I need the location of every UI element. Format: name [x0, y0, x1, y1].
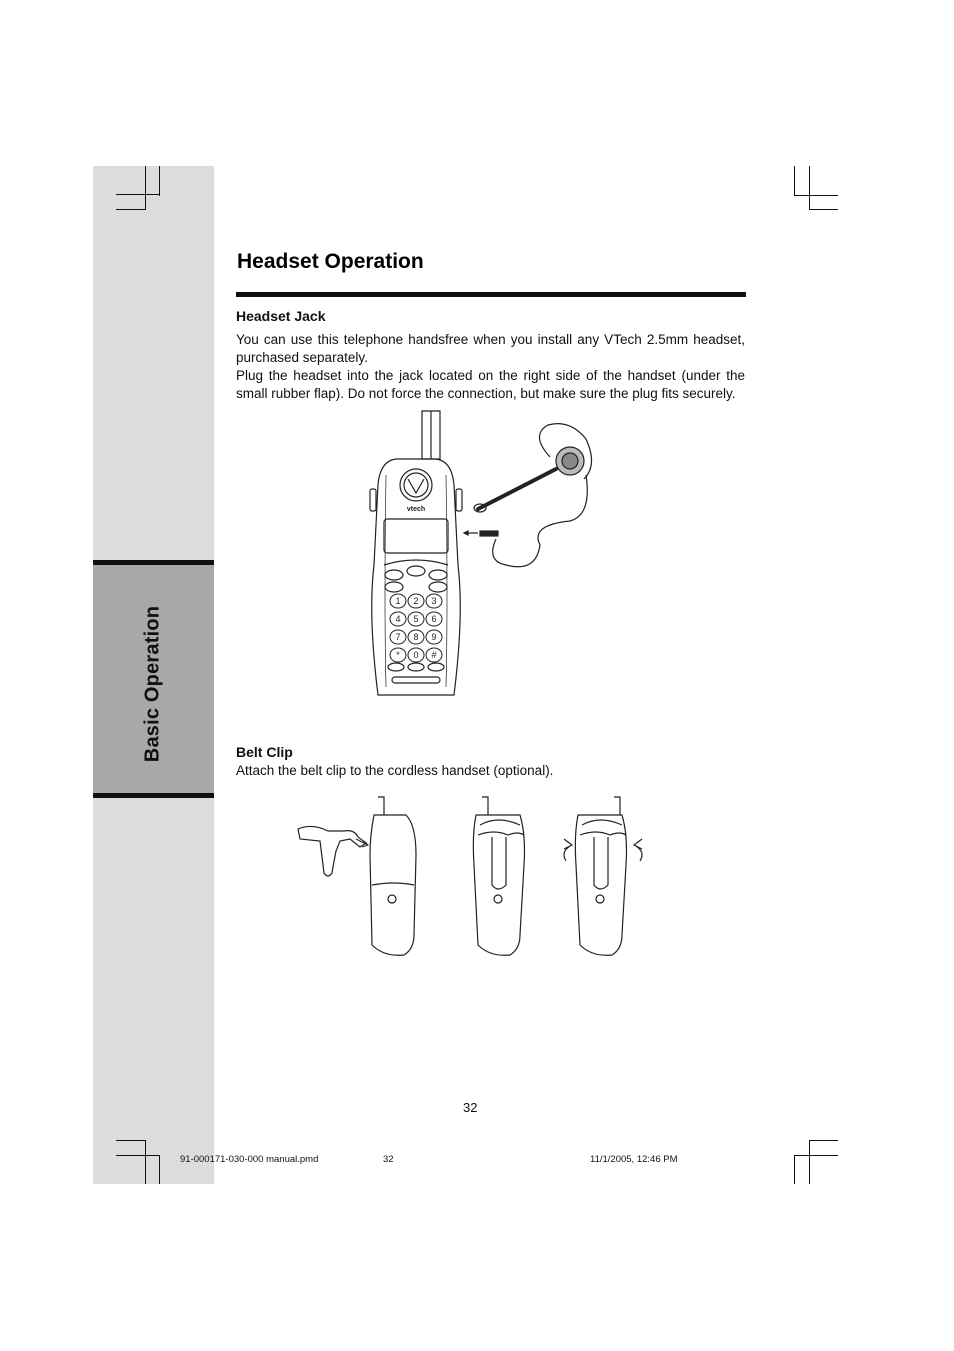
arrow-left-icon — [564, 839, 572, 861]
belt-clip-heading: Belt Clip — [236, 744, 293, 760]
arrow-right-icon — [634, 839, 642, 861]
keypad-key-label: 8 — [413, 632, 419, 642]
vtech-logo-icon — [400, 469, 432, 501]
page-title: Headset Operation — [237, 250, 424, 273]
page-number: 32 — [463, 1100, 478, 1115]
headset-jack-para-2: Plug the headset into the jack located on the right side of the handset (under the small rubber flap). Do not force the connection, but make sure the plug fits securely. — [236, 368, 745, 401]
title-rule — [236, 292, 746, 297]
keypad-key-label: * — [396, 650, 400, 660]
headset-jack-para-1: You can use this telephone handsfree when you install any VTech 2.5mm headset, purchased separately. — [236, 332, 745, 365]
handset-brand: vtech — [406, 506, 426, 513]
headset-cord — [493, 475, 588, 567]
keypad-key-label: 9 — [431, 632, 437, 642]
footer-page: 32 — [383, 1154, 394, 1165]
belt-clip-illustration — [294, 795, 659, 960]
keypad-key-label: 6 — [431, 614, 437, 624]
belt-clip-part — [298, 826, 366, 876]
headset-jack-heading: Headset Jack — [236, 308, 326, 324]
keypad-key-label: # — [431, 650, 437, 660]
handset-headset-illustration — [360, 405, 620, 700]
footer-file: 91-000171-030-000 manual.pmd — [180, 1154, 319, 1165]
belt-clip-step-3 — [564, 797, 642, 955]
keypad-key-label: 7 — [395, 632, 401, 642]
footer-datetime: 11/1/2005, 12:46 PM — [590, 1154, 678, 1165]
keypad-key-label: 3 — [431, 596, 437, 606]
headset-jack-text — [236, 331, 745, 403]
keypad-key-label: 2 — [413, 596, 419, 606]
belt-clip-text: Attach the belt clip to the cordless handset (optional). — [236, 763, 554, 778]
belt-clip-step-1 — [298, 797, 416, 955]
keypad-key-label: 5 — [413, 614, 419, 624]
headset-boom — [478, 469, 556, 509]
belt-clip-step-2 — [473, 797, 524, 955]
section-tab — [93, 560, 214, 798]
handset-display — [384, 519, 448, 553]
keypad-key-label: 0 — [413, 650, 419, 660]
keypad — [390, 594, 442, 662]
section-tab-label: Basic Operation — [141, 605, 164, 763]
keypad-key-label: 1 — [395, 596, 401, 606]
keypad-key-label: 4 — [395, 614, 401, 624]
